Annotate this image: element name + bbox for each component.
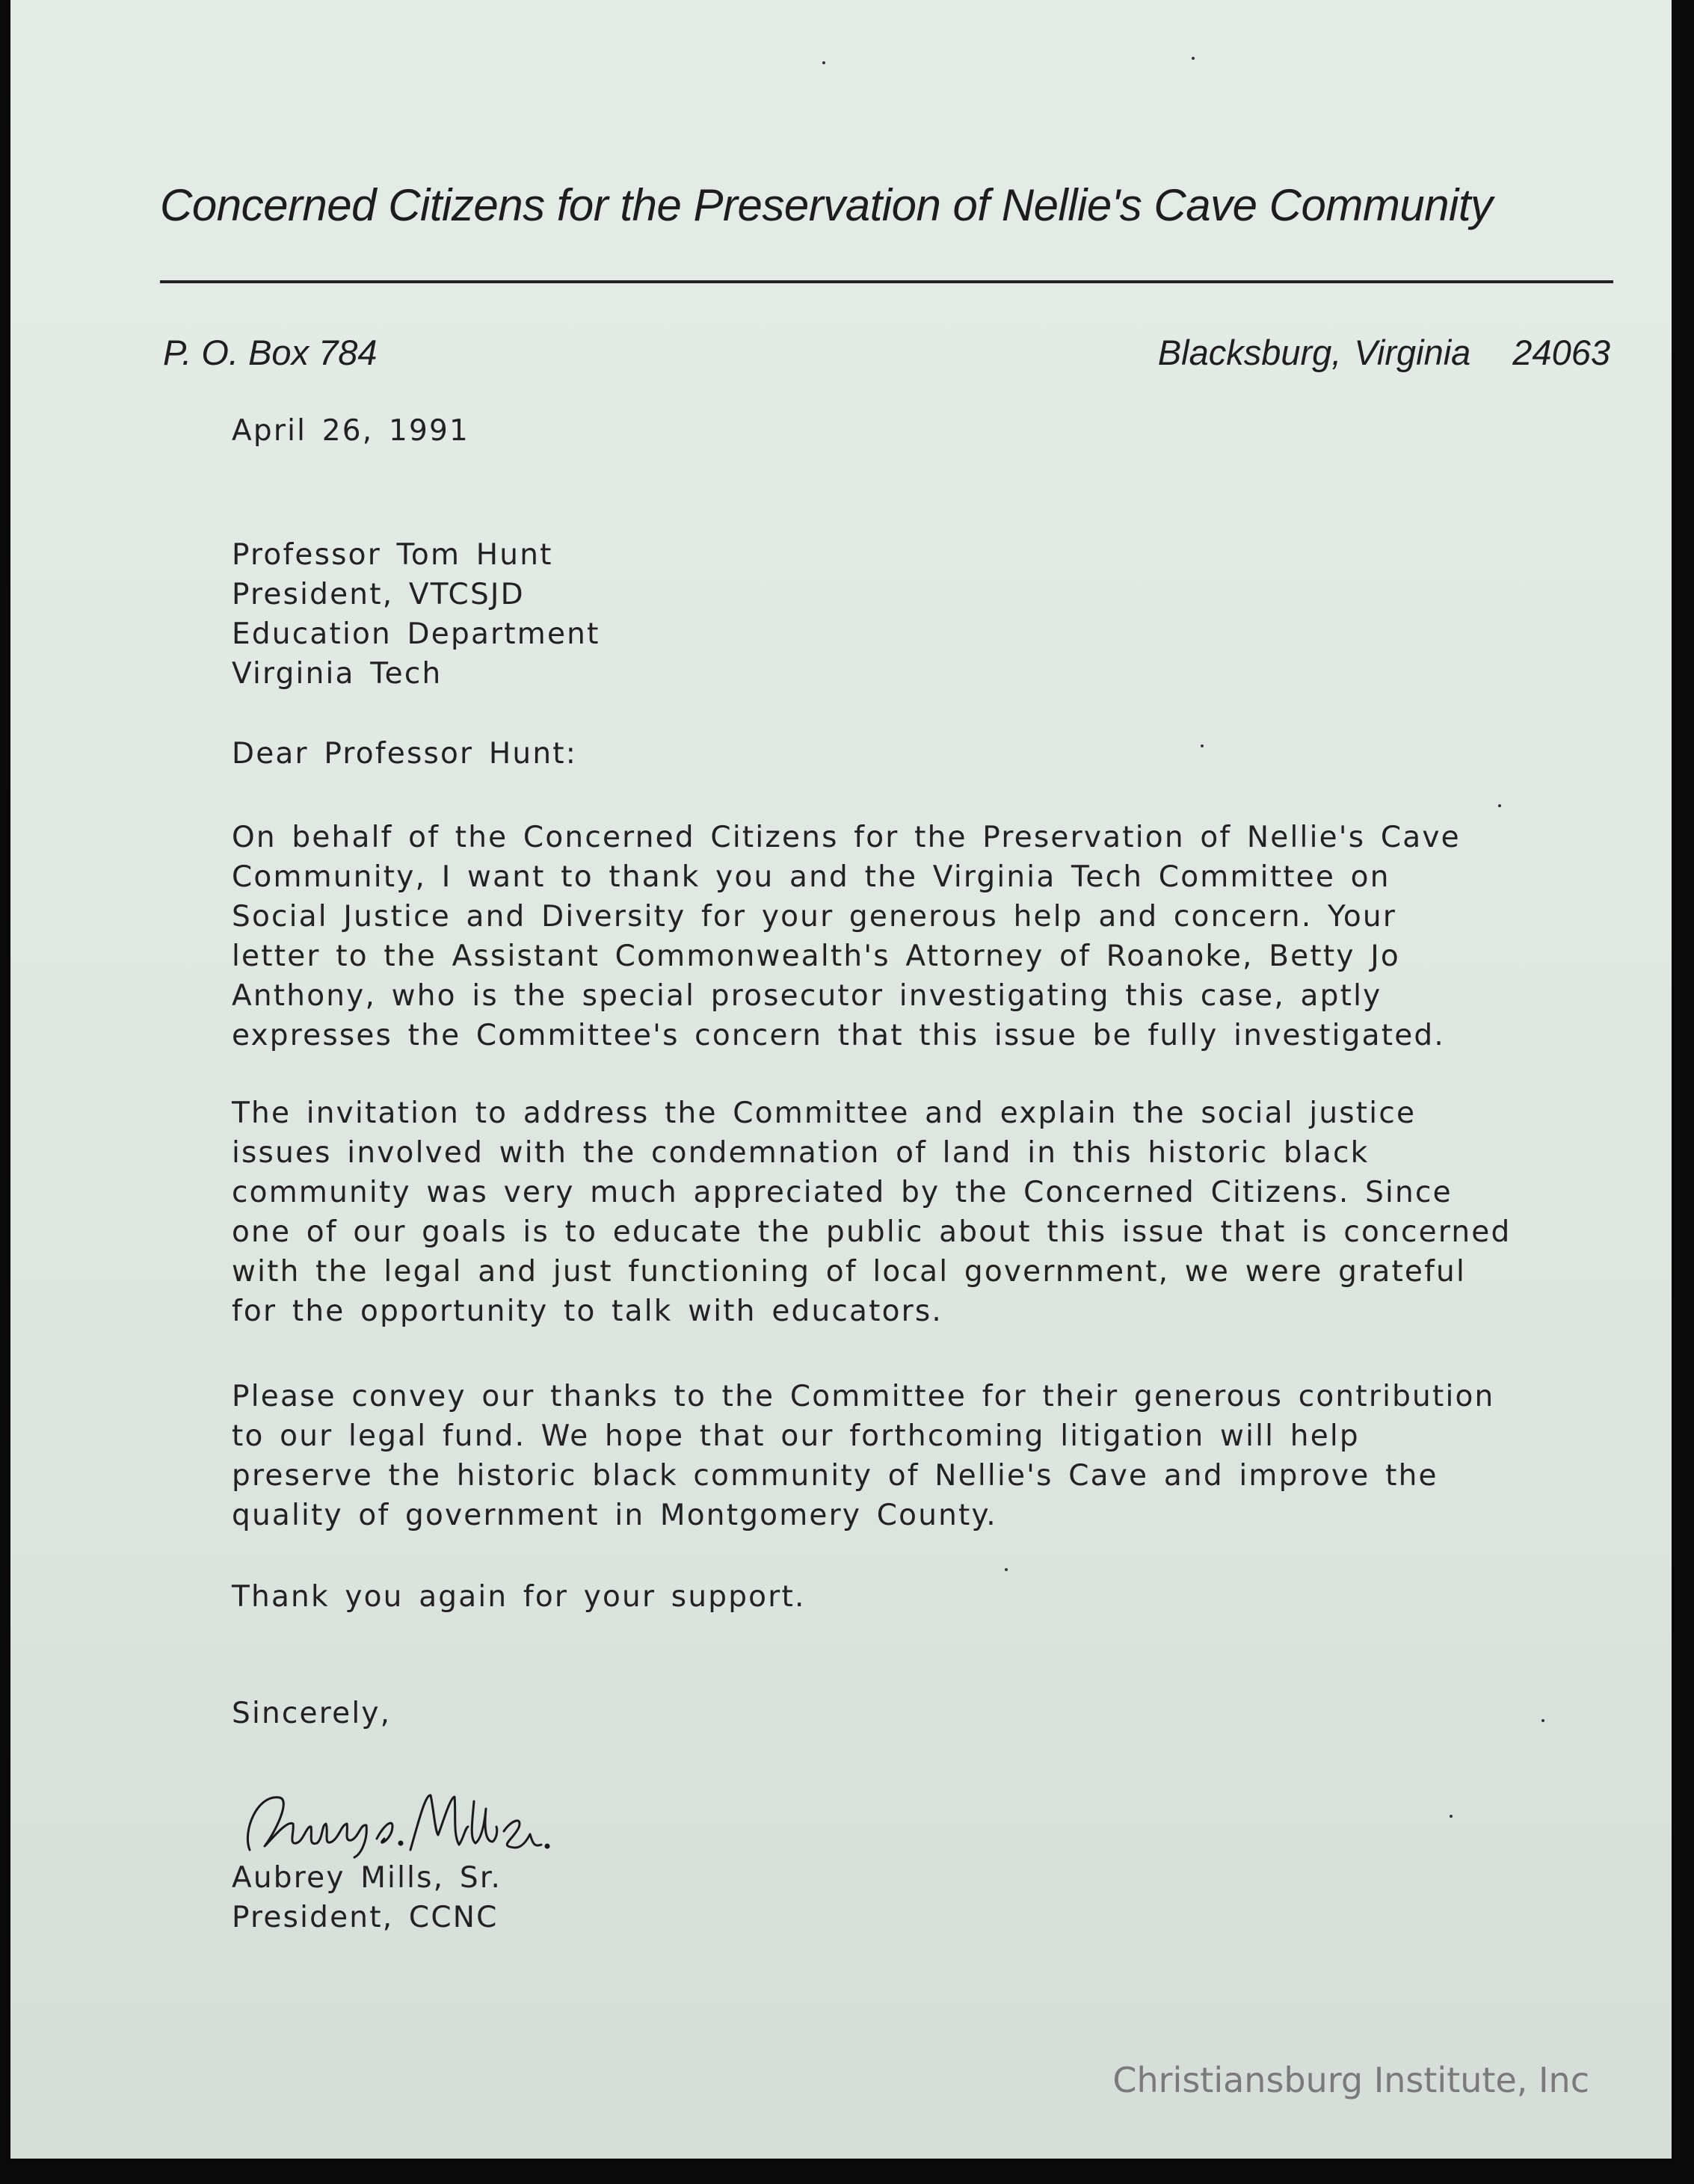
paragraph-2	[232, 1093, 1511, 1331]
salutation: Dear Professor Hunt:	[232, 737, 578, 771]
paragraph-line: issues involved with the condemnation of land in this historic black	[232, 1136, 1370, 1170]
paragraph-line: Please convey our thanks to the Committee for their generous contribution	[232, 1380, 1495, 1413]
paper-speck	[1450, 1815, 1453, 1818]
paper-speck	[822, 61, 825, 64]
recipient-line: Education Department	[232, 617, 600, 651]
letter-page	[10, 0, 1672, 2159]
organization-letterhead: Concerned Citizens for the Preservation of Nellie's Cave Community	[160, 180, 1493, 230]
signer-name: Aubrey Mills, Sr.	[232, 1861, 502, 1895]
paragraph-line: The invitation to address the Committee and explain the social justice	[232, 1096, 1417, 1130]
closing: Sincerely,	[232, 1697, 392, 1730]
recipient-line: Professor Tom Hunt	[232, 538, 553, 572]
paragraph-1	[232, 818, 1461, 1055]
recipient-address	[232, 535, 600, 694]
paragraph-line: Community, I want to thank you and the Virginia Tech Committee on	[232, 860, 1390, 894]
paragraph-line: for the opportunity to talk with educators.	[232, 1295, 943, 1328]
paragraph-line: letter to the Assistant Commonwealth's Attorney of Roanoke, Betty Jo	[232, 940, 1400, 973]
paragraph-line: Social Justice and Diversity for your generous help and concern. Your	[232, 900, 1397, 934]
signer-block	[232, 1858, 502, 1937]
paragraph-3	[232, 1377, 1494, 1535]
letter-date: April 26, 1991	[232, 414, 470, 448]
recipient-line: Virginia Tech	[232, 657, 443, 691]
recipient-line: President, VTCSJD	[232, 578, 525, 611]
paper-speck	[1201, 744, 1204, 747]
zip-code: 24063	[1512, 333, 1610, 372]
paragraph-4	[232, 1577, 806, 1617]
paragraph-line: expresses the Committee's concern that this issue be fully investigated.	[232, 1019, 1445, 1052]
archive-watermark: Christiansburg Institute, Inc	[1112, 2060, 1589, 2100]
paper-speck	[1192, 57, 1195, 60]
paragraph-line: to our legal fund. We hope that our forthcoming litigation will help	[232, 1419, 1360, 1453]
paragraph-line: community was very much appreciated by the Concerned Citizens. Since	[232, 1176, 1453, 1209]
paragraph-line: preserve the historic black community of Nellie's Cave and improve the	[232, 1459, 1438, 1493]
handwritten-signature	[235, 1779, 556, 1861]
paper-speck	[1005, 1568, 1008, 1571]
paragraph-line: one of our goals is to educate the public about this issue that is concerned	[232, 1215, 1512, 1249]
paper-speck	[1541, 1719, 1544, 1722]
paragraph-line: Anthony, who is the special prosecutor investigating this case, aptly	[232, 979, 1382, 1013]
city-state-zip	[1158, 332, 1610, 373]
letterhead-divider	[160, 280, 1613, 283]
paper-speck	[1498, 804, 1501, 807]
paragraph-line: On behalf of the Concerned Citizens for the Preservation of Nellie's Cave	[232, 821, 1461, 854]
paragraph-line: quality of government in Montgomery County.	[232, 1499, 997, 1532]
paragraph-line: Thank you again for your support.	[232, 1580, 806, 1614]
city-state: Blacksburg, Virginia	[1157, 333, 1471, 372]
signer-title: President, CCNC	[232, 1901, 499, 1934]
po-box-address: P. O. Box 784	[163, 333, 378, 372]
paragraph-line: with the legal and just functioning of local government, we were grateful	[232, 1255, 1467, 1289]
